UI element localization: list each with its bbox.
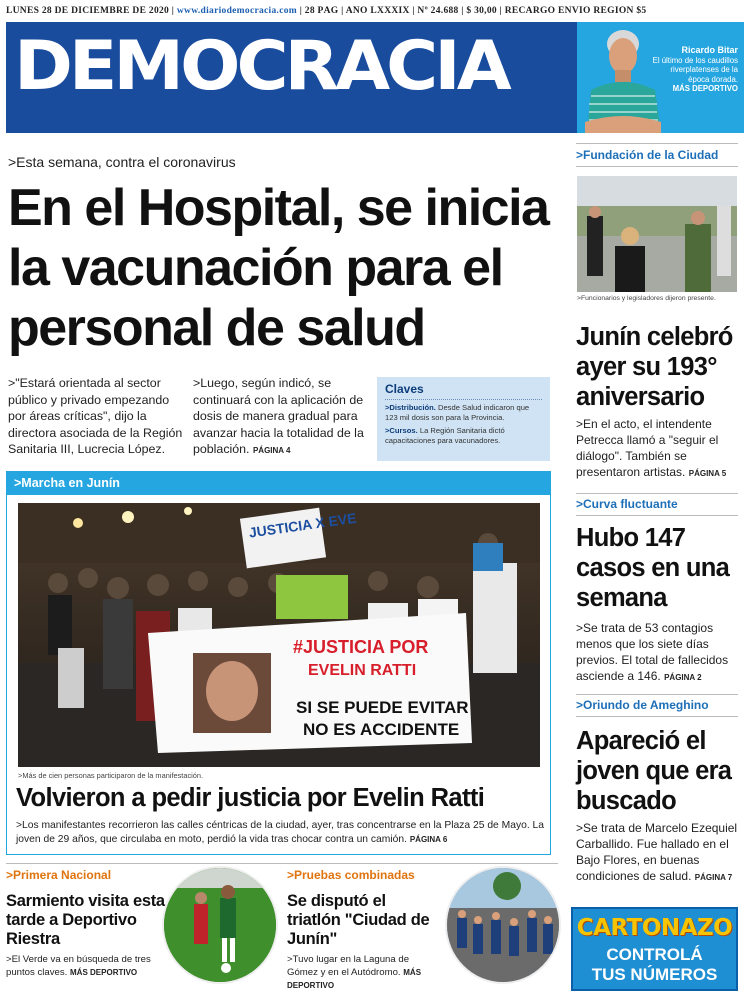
marcha-headline[interactable]: Volvieron a pedir justicia por Evelin Ratti <box>16 784 485 812</box>
page-ref: MÁS DEPORTIVO <box>287 968 422 990</box>
fundacion-body <box>576 416 741 482</box>
divider <box>576 493 738 494</box>
cartonazo-line: CONTROLÁ <box>606 945 703 964</box>
march-photo-caption: >Más de cien personas participaron de la manifestación. <box>18 771 204 780</box>
fundacion-body-text: >En el acto, el intendente Petrecca llamó a "seguir el diálogo". También se presentaron artistas. <box>576 417 719 479</box>
promo-more: MÁS DEPORTIVO <box>672 84 738 93</box>
ameghino-headline[interactable]: Apareció el joven que era buscado <box>576 727 732 815</box>
lead-column-2 <box>193 375 368 460</box>
ameghino-tag: >Oriundo de Ameghino <box>576 698 709 712</box>
edition-info: 28 PÁG | AÑO LXXXIX | Nº 24.688 | $ 30,00 | RECARGO ENVÍO REGIÓN $5 <box>304 6 647 16</box>
pruebas-body <box>287 953 442 992</box>
page-ref: PÁGINA 7 <box>694 873 733 882</box>
cartonazo-title: CARTONAZO <box>576 915 733 941</box>
claves-item-label: >Cursos. <box>385 426 418 435</box>
ceremony-photo-art <box>577 176 737 292</box>
banner-text: SI SE PUEDE EVITAR <box>296 698 469 717</box>
primera-body <box>6 953 166 979</box>
divider <box>576 143 738 144</box>
marcha-section-tag: >Marcha en Junín <box>6 471 551 495</box>
lead-column-2-text: >Luego, según indicó, se continuará con la aplicación de dosis de manera gradual para avanzar hacia la totalidad de la población. <box>193 376 364 456</box>
claves-box <box>377 377 550 461</box>
triathlon-photo <box>445 866 561 984</box>
march-photo-art <box>18 503 540 767</box>
claves-title: Claves <box>385 382 542 400</box>
website-link[interactable]: www.diariodemocracia.com <box>176 6 297 16</box>
lead-column-1: >"Estará orientada al sector público y privado empezando por áreas críticas", dijo la directora asociada de la Región Sanitaria III, Lucrecia López. <box>8 376 183 456</box>
dateline: LUNES 28 DE DICIEMBRE DE 2020 | www.diariodemocracia.com | 28 PÁG | AÑO LXXXIX | Nº 24.688 | $ 30,00 | RECARGO ENVÍO REGIÓN $5 <box>6 6 647 16</box>
fundacion-tag: >Fundación de la Ciudad <box>576 148 719 162</box>
cartonazo-subtitle <box>573 945 736 985</box>
ameghino-body-text: >Se trata de Marcelo Ezequiel Carballido. Fue hallado en el Bajo Flores, en buenas condiciones de salud. <box>576 821 738 883</box>
lead-kicker: >Esta semana, contra el coronavirus <box>8 154 236 170</box>
page-ref: MÁS DEPORTIVO <box>70 968 138 977</box>
claves-item-text: Desde Salud indicaron que 123 mil dosis son para la Provincia. <box>385 403 530 422</box>
newspaper-logo: DEMOCRACIA <box>14 26 508 105</box>
primera-body-text: >El Verde va en búsqueda de tres puntos claves. <box>6 954 151 978</box>
claves-item <box>385 426 542 445</box>
pruebas-headline[interactable]: Se disputó el triatlón "Ciudad de Junín" <box>287 892 430 948</box>
ceremony-photo <box>577 176 737 292</box>
promo-box[interactable] <box>577 22 744 133</box>
divider <box>6 863 558 864</box>
page-ref: PÁGINA 5 <box>688 469 727 478</box>
pruebas-body-text: >Tuvo lugar en la Laguna de Gómez y en el Autódromo. <box>287 954 410 978</box>
promo-text <box>652 46 738 94</box>
primera-headline[interactable]: Sarmiento visita esta tarde a Deportivo Riestra <box>6 892 165 948</box>
pruebas-tag: >Pruebas combinadas <box>287 868 415 882</box>
promo-description: El último de los caudillos riverplatenses de la época dorada. <box>652 55 738 84</box>
marcha-body-text: >Los manifestantes recorrieron las calles céntricas de la ciudad, ayer, tras concentrarse en la Plaza 25 de Mayo. La joven de 29 años, que circulaba en moto, perdió la vida tras chocar contra un camión. <box>16 820 544 845</box>
banner-text: #JUSTICIA POR <box>293 637 429 657</box>
claves-item <box>385 403 542 422</box>
cartonazo-line: TUS NÚMEROS <box>591 965 718 984</box>
marcha-body <box>16 819 544 847</box>
page-ref: PÁGINA 4 <box>252 446 291 455</box>
banner-text: EVELIN RATTI <box>308 662 417 679</box>
football-photo <box>162 866 278 984</box>
cartonazo-promo[interactable] <box>571 907 738 991</box>
lead-headline[interactable]: En el Hospital, se inicia la vacunación para el personal de salud <box>8 179 549 357</box>
banner-text: NO ES ACCIDENTE <box>303 720 460 739</box>
fundacion-headline[interactable]: Junín celebró ayer su 193° aniversario <box>576 323 733 411</box>
page-ref: PÁGINA 6 <box>409 835 448 844</box>
claves-item-label: >Distribución. <box>385 403 436 412</box>
curva-body <box>576 620 741 686</box>
ceremony-photo-caption: >Funcionarios y legisladores dijeron presente. <box>577 295 716 302</box>
divider <box>576 166 738 167</box>
sign-text: JUSTICIA X EVE <box>247 509 358 541</box>
page-ref: PÁGINA 2 <box>664 673 702 682</box>
curva-body-text: >Se trata de 53 contagios menos que los siete días previos. El total de fallecidos asciende a 146. <box>576 621 729 683</box>
promo-name: Ricardo Bitar <box>681 45 738 55</box>
curva-headline[interactable]: Hubo 147 casos en una semana <box>576 524 730 612</box>
curva-tag: >Curva fluctuante <box>576 497 678 511</box>
primera-tag: >Primera Nacional <box>6 868 112 882</box>
divider <box>576 716 738 717</box>
divider <box>576 694 738 695</box>
football-photo-art <box>164 868 278 984</box>
triathlon-photo-art <box>447 868 561 984</box>
ameghino-body <box>576 820 741 886</box>
march-photo <box>18 503 540 767</box>
divider <box>576 515 738 516</box>
claves-item-text: La Región Sanitaria dictó capacitaciones para vacunadores. <box>385 426 505 445</box>
edition-date: LUNES 28 DE DICIEMBRE DE 2020 <box>6 6 170 16</box>
